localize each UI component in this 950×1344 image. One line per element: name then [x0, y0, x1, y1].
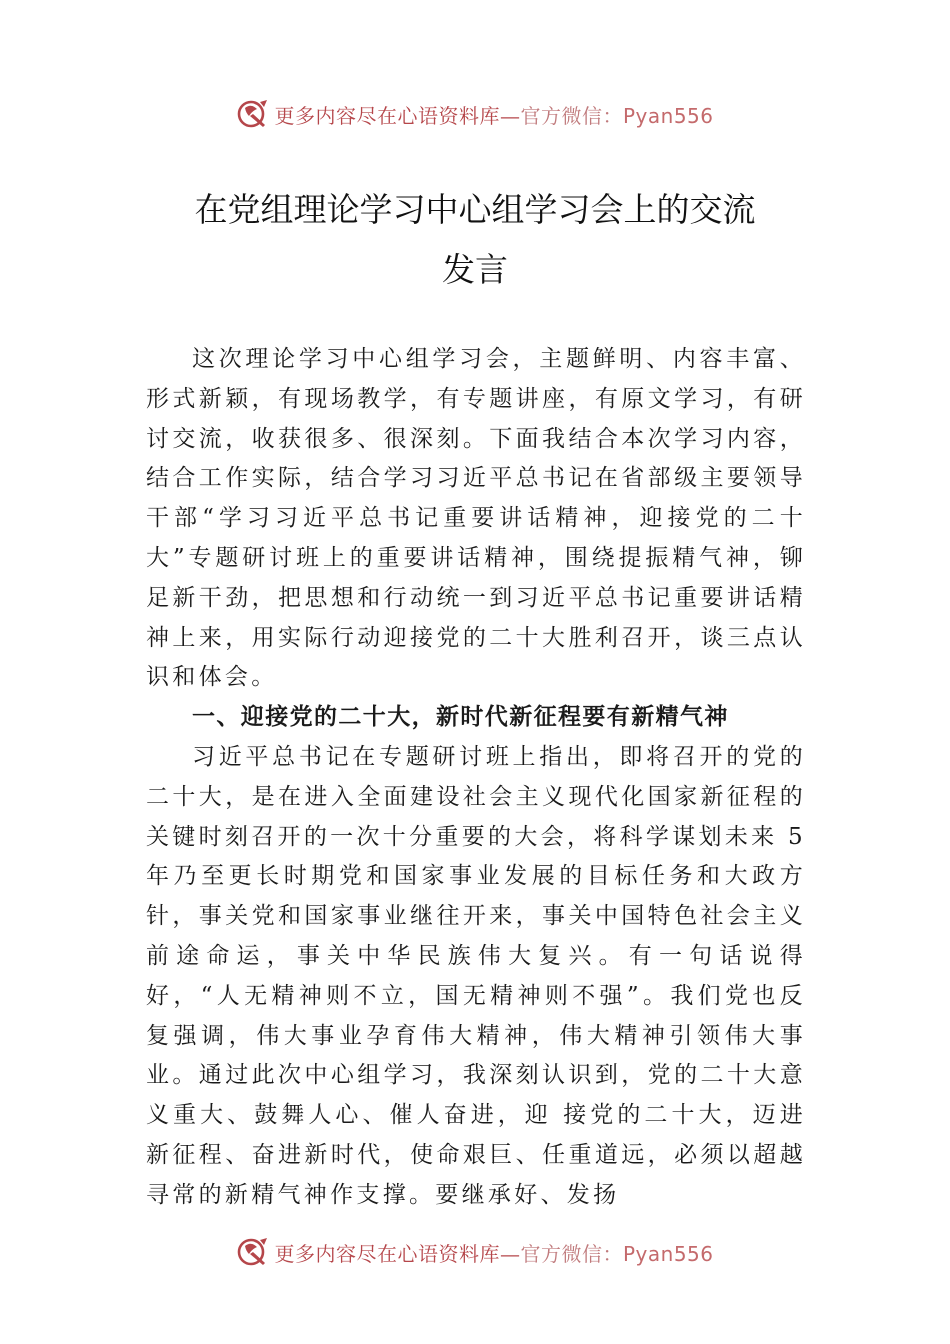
watermark-wechat-label: 官方微信：	[520, 103, 623, 128]
intro-paragraph: 这次理论学习中心组学习会，主题鲜明、内容丰富、形式新颖，有现场教学，有专题讲座，有原文学习，有研讨交流，收获很多、很深刻。下面我结合本次学习内容，结合工作实际，结合学习习近平总书记在省部级主要领导干部“学习习近平总书记重要讲话精神，迎接党的二十大”专题研讨班上的重要讲话精神，围绕提振精气神，铆足新干劲，把思想和行动统一到习近平总书记重要讲话精神上来，用实际行动迎接党的二十大胜利召开，谈三点认识和体会。	[146, 346, 806, 691]
watermark-text	[274, 1238, 713, 1267]
watermark-separator: —	[499, 103, 521, 128]
document-body	[146, 340, 806, 1216]
watermark-brand: 更多内容尽在心语资料库	[274, 1241, 500, 1266]
pen-logo-icon	[236, 1235, 270, 1269]
section1-heading: 一、迎接党的二十大，新时代新征程要有新精气神	[192, 704, 729, 731]
pen-logo-icon	[236, 97, 270, 131]
header-watermark	[0, 94, 950, 134]
section1-paragraph: 习近平总书记在专题研讨班上指出，即将召开的党的二十大，是在进入全面建设社会主义现代化国家新征程的关键时刻召开的一次十分重要的大会，将科学谋划未来 5 年乃至更长时期党和国家事业发展的目标任务和大政方针，事关党和国家事业继往开来，事关中国特色社会主义前途命运，事关中华民族伟大复兴。有一句话说得好，“人无精神则不立，国无精神则不强”。我们党也反复强调，伟大事业孕育伟大精神，伟大精神引领伟大事业。通过此次中心组学习，我深刻认识到，党的二十大意义重大、鼓舞人心、催人奋进，迎 接党的二十大，迈进新征程、奋进新时代，使命艰巨、任重道远，必须以超越寻常的新精气神作支撑。要继承好、发扬	[146, 743, 806, 1208]
document-title-line2: 发言	[442, 250, 508, 289]
watermark-wechat-id: Pyan556	[622, 1241, 714, 1266]
footer-watermark	[0, 1232, 950, 1272]
watermark-wechat-label: 官方微信：	[520, 1241, 623, 1266]
watermark-brand: 更多内容尽在心语资料库	[274, 103, 500, 128]
watermark-text	[274, 100, 713, 129]
watermark-separator: —	[499, 1241, 521, 1266]
document-title-line1: 在党组理论学习中心组学习会上的交流	[194, 190, 756, 229]
watermark-wechat-id: Pyan556	[622, 103, 714, 128]
